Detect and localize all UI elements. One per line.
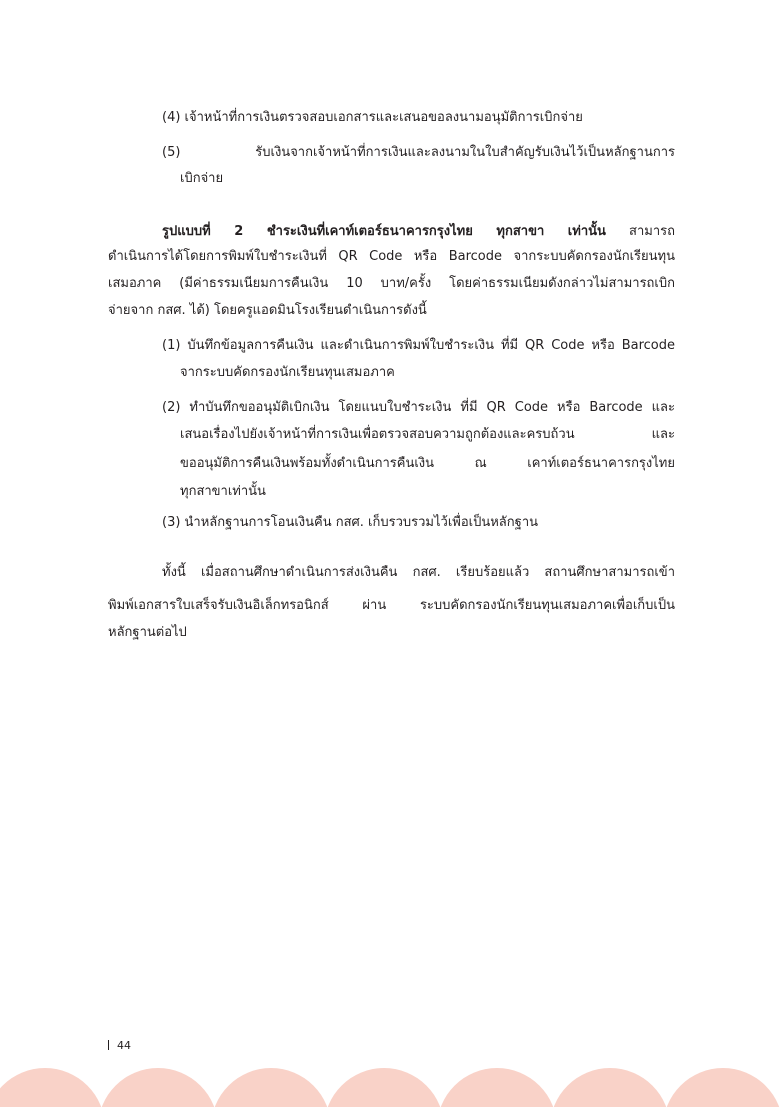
format-2-tail: สามารถ	[605, 224, 675, 239]
closing-paragraph: ทั้งนี้ เมื่อสถานศึกษาดำเนินการส่งเงินคืน กสศ. เรียบร้อยแล้ว สถานศึกษาสามารถเข้า	[162, 565, 675, 580]
paragraph-line: ดำเนินการได้โดยการพิมพ์ใบชำระเงินที่ QR Code หรือ Barcode จากระบบคัดกรองนักเรียนทุน	[108, 249, 675, 264]
page-number-bar	[108, 1040, 109, 1050]
decor-circle	[98, 1068, 218, 1107]
paragraph-line: จ่ายจาก กสศ. ได้) โดยครูแอดมินโรงเรียนดำเนินการดังนี้	[108, 303, 427, 318]
decor-circle	[0, 1068, 105, 1107]
decor-circle	[324, 1068, 444, 1107]
decor-circle	[663, 1068, 783, 1107]
format-2-heading	[162, 222, 675, 242]
closing-paragraph: พิมพ์เอกสารใบเสร็จรับเงินอิเล็กทรอนิกส์ ผ่าน ระบบคัดกรองนักเรียนทุนเสมอภาคเพื่อเก็บเป็น	[108, 598, 675, 613]
decor-circle	[437, 1068, 557, 1107]
page-number-text: 44	[117, 1039, 131, 1052]
step-1: (1) บันทึกข้อมูลการคืนเงิน และดำเนินการพิมพ์ใบชำระเงิน ที่มี QR Code หรือ Barcode	[162, 338, 675, 353]
step-2-cont: ขออนุมัติการคืนเงินพร้อมทั้งดำเนินการคืนเงิน ณ เคาท์เตอร์ธนาคารกรุงไทย	[180, 456, 675, 471]
step-2: (2) ทำบันทึกขออนุมัติเบิกเงิน โดยแนบใบชำระเงิน ที่มี QR Code หรือ Barcode และ	[162, 400, 675, 415]
step-1-cont: จากระบบคัดกรองนักเรียนทุนเสมอภาค	[180, 365, 395, 380]
decor-circle	[211, 1068, 331, 1107]
step-4: (4) เจ้าหน้าที่การเงินตรวจสอบเอกสารและเสนอขอลงนามอนุมัติการเบิกจ่าย	[162, 110, 583, 125]
step-3: (3) นำหลักฐานการโอนเงินคืน กสศ. เก็บรวบรวมไว้เพื่อเป็นหลักฐาน	[162, 515, 539, 530]
decor-circle	[550, 1068, 670, 1107]
step-5-cont: เบิกจ่าย	[180, 171, 224, 186]
page-number	[108, 1039, 131, 1053]
format-2-title: รูปแบบที่ 2 ชำระเงินที่เคาท์เตอร์ธนาคารกรุงไทย ทุกสาขา เท่านั้น	[162, 224, 606, 239]
paragraph-line: เสมอภาค (มีค่าธรรมเนียมการคืนเงิน 10 บาท/ครั้ง โดยค่าธรรมเนียมดังกล่าวไม่สามารถเบิก	[108, 276, 675, 291]
closing-paragraph: หลักฐานต่อไป	[108, 625, 187, 640]
step-2-cont: ทุกสาขาเท่านั้น	[180, 484, 266, 499]
step-5: (5) รับเงินจากเจ้าหน้าที่การเงินและลงนามในใบสำคัญรับเงินไว้เป็นหลักฐานการ	[162, 145, 675, 160]
step-2-cont: เสนอเรื่องไปยังเจ้าหน้าที่การเงินเพื่อตรวจสอบความถูกต้องและครบถ้วน และ	[180, 427, 675, 442]
